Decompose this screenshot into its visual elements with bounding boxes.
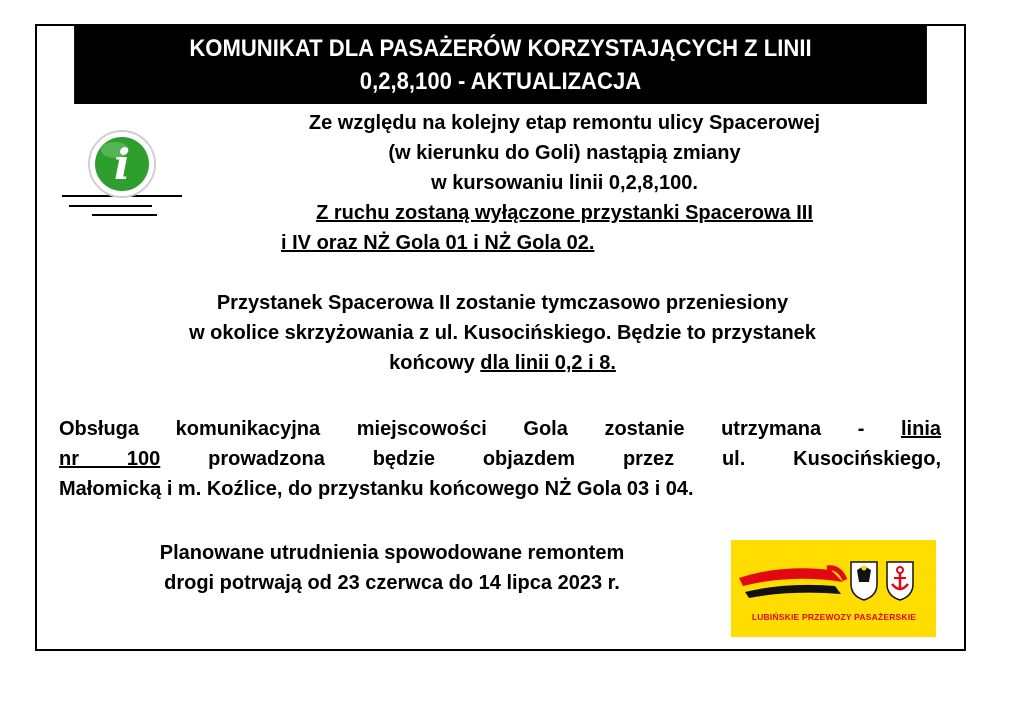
anchor-crest-icon [887, 562, 913, 600]
gola-nr100-underlined: nr 100 [59, 448, 161, 470]
intro-line-5: i IV oraz NŻ Gola 01 i NŻ Gola 02. [281, 232, 595, 254]
duration-line-1: Planowane utrudnienia spowodowane remontem [159, 542, 625, 564]
gola-line-2: nr 100 prowadzona będzie objazdem przez ul. Kusocińskiego, [59, 448, 941, 470]
info-icon [57, 126, 187, 226]
relocation-line-1: Przystanek Spacerowa II zostanie tymczasowo przeniesiony [216, 292, 789, 314]
relocation-paragraph [37, 288, 966, 378]
gola-line-1: Obsługa komunikacyjna miejscowości Gola zostanie utrzymana - linia [59, 418, 941, 440]
lpp-logo-graphic [731, 540, 936, 610]
crest-icon [851, 562, 877, 600]
gola-line-3: Małomicką i m. Koźlice, do przystanku końcowego NŻ Gola 03 i 04. [59, 478, 694, 500]
lpp-logo [731, 540, 936, 637]
intro-line-4: Z ruchu zostaną wyłączone przystanki Spacerowa III [316, 202, 813, 224]
intro-line-3: w kursowaniu linii 0,2,8,100. [431, 172, 698, 194]
intro-line-2: (w kierunku do Goli) nastąpią zmiany [388, 142, 741, 164]
notice-frame [35, 24, 966, 651]
info-letter: i [114, 140, 130, 189]
intro-line-4-wrap [187, 198, 942, 228]
duration-line-2: drogi potrwają od 23 czerwca do 14 lipca 2023 r. [164, 572, 620, 594]
relocation-lines-underlined: dla linii 0,2 i 8. [480, 352, 616, 374]
lpp-logo-text: LUBIŃSKIE PRZEWOZY PASAŻERSKIE [751, 612, 917, 622]
notice-header [74, 26, 927, 104]
duration-paragraph [67, 538, 717, 598]
header-line-2: 0,2,8,100 - AKTUALIZACJA [359, 68, 642, 95]
intro-line-1: Ze względu na kolejny etap remontu ulicy Spacerowej [308, 112, 821, 134]
relocation-line-2: w okolice skrzyżowania z ul. Kusocińskiego. Będzie to przystanek [189, 322, 816, 344]
relocation-line-3: końcowy dla linii 0,2 i 8. [389, 352, 616, 374]
gola-linia-underlined: linia [900, 418, 941, 440]
header-line-1: KOMUNIKAT DLA PASAŻERÓW KORZYSTAJĄCYCH Z LINII [189, 35, 812, 62]
intro-line-5-wrap [37, 228, 966, 258]
intro-paragraph [187, 108, 942, 198]
gola-service-paragraph [59, 414, 941, 504]
